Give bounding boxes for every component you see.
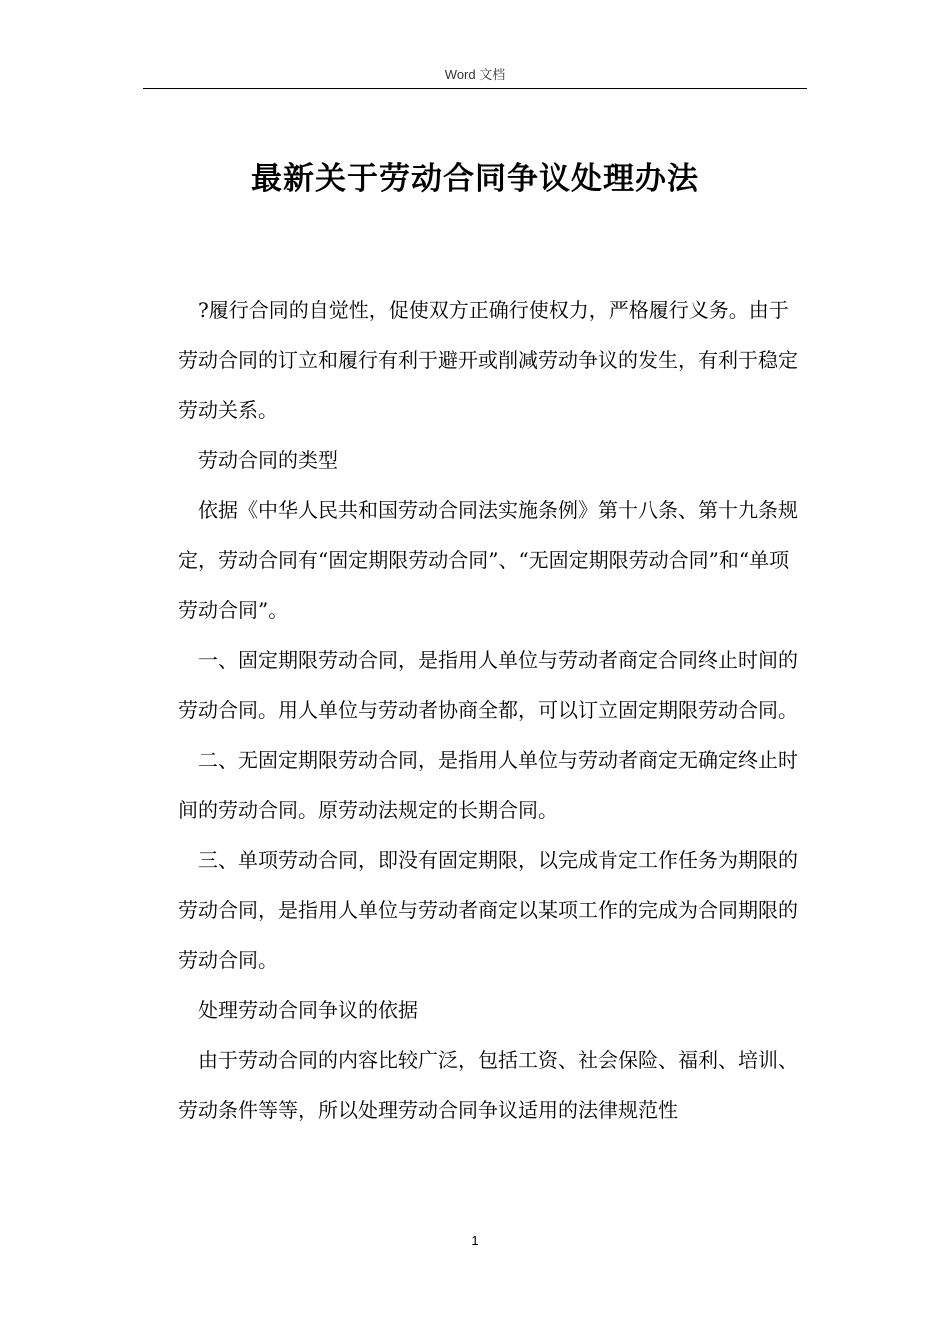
section-heading-contract-types: 劳动合同的类型 [198,448,338,472]
document-title: 最新关于劳动合同争议处理办法 [251,161,699,197]
header-divider [143,88,807,89]
document-body [178,285,806,1135]
paragraph-2: 依据《中华人民共和国劳动合同法实施条例》第十八条、第十九条规定，劳动合同有“固定期限劳动合同”、“无固定期限劳动合同”和“单项劳动合同”。 [178,498,798,622]
paragraph-3: 一、固定期限劳动合同，是指用人单位与劳动者商定合同终止时间的劳动合同。用人单位与劳动者协商全都，可以订立固定期限劳动合同。 [178,648,798,722]
page-header-label: Word 文档 [444,67,506,82]
paragraph-6: 由于劳动合同的内容比较广泛，包括工资、社会保险、福利、培训、劳动条件等等，所以处理劳动合同争议适用的法律规范性 [178,1048,798,1122]
page-number: 1 [471,1233,479,1248]
paragraph-4: 二、无固定期限劳动合同，是指用人单位与劳动者商定无确定终止时间的劳动合同。原劳动法规定的长期合同。 [178,748,798,822]
paragraph-1: ?履行合同的自觉性，促使双方正确行使权力，严格履行义务。由于劳动合同的订立和履行有利于避开或削减劳动争议的发生，有利于稳定劳动关系。 [178,298,798,422]
section-heading-dispute-basis: 处理劳动合同争议的依据 [198,998,418,1022]
paragraph-5: 三、单项劳动合同，即没有固定期限，以完成肯定工作任务为期限的劳动合同，是指用人单位与劳动者商定以某项工作的完成为合同期限的劳动合同。 [178,848,798,972]
